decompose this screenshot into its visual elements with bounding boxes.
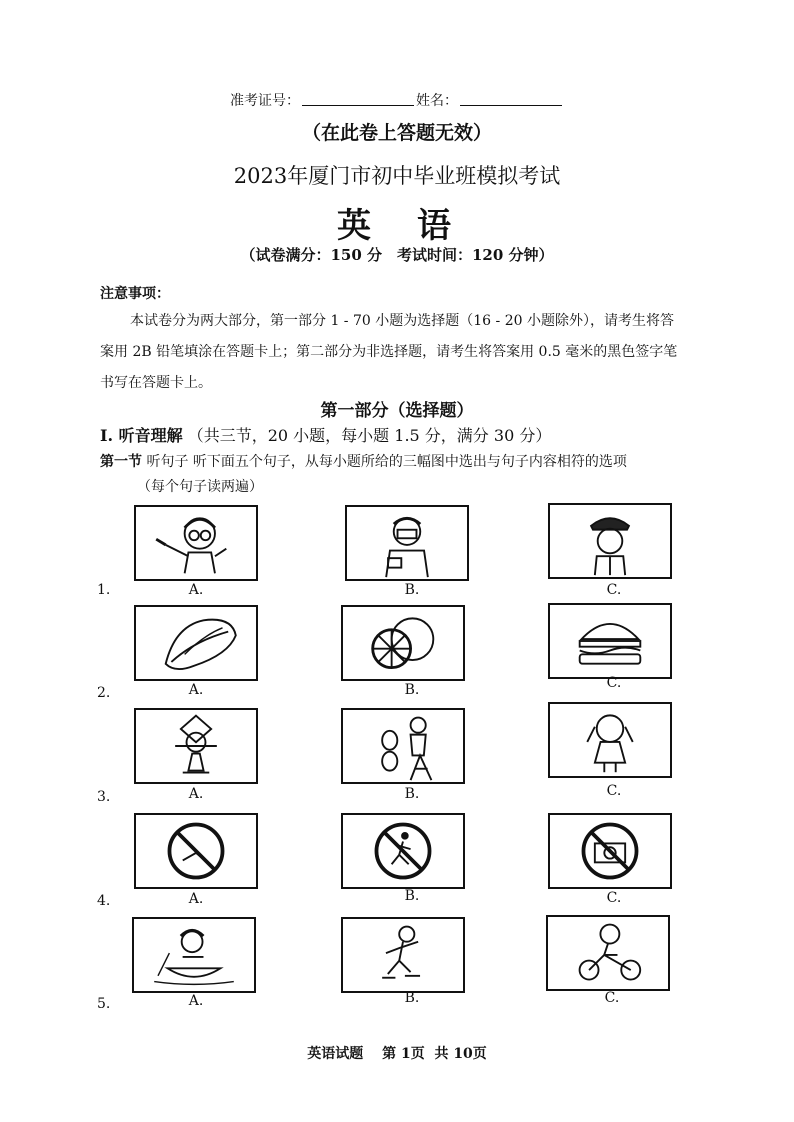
question-number-5: 5. xyxy=(97,996,111,1012)
sub-heading: 第一节 xyxy=(100,454,142,470)
option-image-1a[interactable] xyxy=(134,505,258,581)
option-image-2b[interactable] xyxy=(341,605,465,681)
option-image-4a[interactable] xyxy=(134,813,258,889)
option-image-5b[interactable] xyxy=(341,917,465,993)
teacher-icon xyxy=(136,507,256,579)
sub-section-line xyxy=(100,451,627,471)
notes-line-3: 书写在答题卡上。 xyxy=(100,375,212,391)
option-image-3b[interactable] xyxy=(341,708,465,784)
section-heading-line xyxy=(100,423,551,446)
boy-skating-icon xyxy=(343,919,463,991)
no-photo-sign-icon xyxy=(550,815,670,887)
name-blank[interactable] xyxy=(460,104,562,106)
option-label-1a: A. xyxy=(188,582,204,598)
part-title: 第一部分（选择题） xyxy=(320,401,474,421)
option-label-2c: C. xyxy=(606,675,622,691)
option-image-3c[interactable] xyxy=(548,702,672,778)
question-number-4: 4. xyxy=(97,893,111,909)
candidate-info-line xyxy=(0,90,794,110)
police-officer-icon xyxy=(550,505,670,577)
option-label-3a: A. xyxy=(188,786,204,802)
no-littering-sign-icon xyxy=(136,815,256,887)
notes-heading: 注意事项： xyxy=(100,286,170,302)
question-number-3: 3. xyxy=(97,789,111,805)
question-number-2: 2. xyxy=(97,685,111,701)
lantern-hanging-boy-icon xyxy=(343,710,463,782)
boy-cycling-icon xyxy=(548,917,668,989)
section-detail: （共三节，20 小题，每小题 1.5 分，满分 30 分） xyxy=(187,426,552,445)
notes-line-1: 本试卷分为两大部分，第一部分 1 - 70 小题为选择题（16 - 20 小题除外），请考生将答 xyxy=(130,313,674,329)
option-image-4b[interactable] xyxy=(341,813,465,889)
option-label-2b: B. xyxy=(404,682,420,698)
option-image-5a[interactable] xyxy=(132,917,256,993)
exam-title: 2023年厦门市初中毕业班模拟考试 xyxy=(233,164,561,188)
girl-eating-icon xyxy=(550,704,670,776)
option-image-4c[interactable] xyxy=(548,813,672,889)
boy-fishing-icon xyxy=(134,919,254,991)
exam-info: （试卷满分：150 分 考试时间：120 分钟） xyxy=(240,246,554,264)
subject-title: 英 语 xyxy=(337,206,457,246)
option-label-4b: B. xyxy=(404,888,420,904)
sub-instruction: 听下面五个句子，从每小题所给的三幅图中选出与句子内容相符的选项 xyxy=(192,454,627,470)
question-number-1: 1. xyxy=(97,582,111,598)
hamburger-icon xyxy=(550,605,670,677)
cabbage-icon xyxy=(136,607,256,679)
name-label: 姓名： xyxy=(416,93,458,109)
option-label-5a: A. xyxy=(188,993,204,1009)
option-image-5c[interactable] xyxy=(546,915,670,991)
option-image-1c[interactable] xyxy=(548,503,672,579)
option-label-1b: B. xyxy=(404,582,420,598)
sub-title: 听句子 xyxy=(146,454,189,470)
section-heading: I. 听音理解 xyxy=(100,426,183,445)
page-footer: 英语试题 第 1页 共 10页 xyxy=(307,1046,487,1062)
option-label-3b: B. xyxy=(404,786,420,802)
invalid-notice: （在此卷上答题无效） xyxy=(301,122,492,144)
kite-flying-girl-icon xyxy=(136,710,256,782)
option-label-3c: C. xyxy=(606,783,622,799)
notes-line-2: 案用 2B 铅笔填涂在答题卡上；第二部分为非选择题，请考生将答案用 0.5 毫米的黑色签字笔 xyxy=(100,344,678,360)
option-label-1c: C. xyxy=(606,582,622,598)
option-label-5b: B. xyxy=(404,990,420,1006)
option-image-3a[interactable] xyxy=(134,708,258,784)
option-label-2a: A. xyxy=(188,682,204,698)
option-image-2a[interactable] xyxy=(134,605,258,681)
option-label-5c: C. xyxy=(604,990,620,1006)
admission-number-label: 准考证号： xyxy=(230,93,300,109)
option-image-2c[interactable] xyxy=(548,603,672,679)
doctor-icon xyxy=(347,507,467,579)
option-label-4a: A. xyxy=(188,891,204,907)
option-label-4c: C. xyxy=(606,890,622,906)
admission-number-blank[interactable] xyxy=(302,104,414,106)
orange-icon xyxy=(343,607,463,679)
no-running-sign-icon xyxy=(343,815,463,887)
option-image-1b[interactable] xyxy=(345,505,469,581)
sub-note: （每个句子读两遍） xyxy=(137,479,263,495)
